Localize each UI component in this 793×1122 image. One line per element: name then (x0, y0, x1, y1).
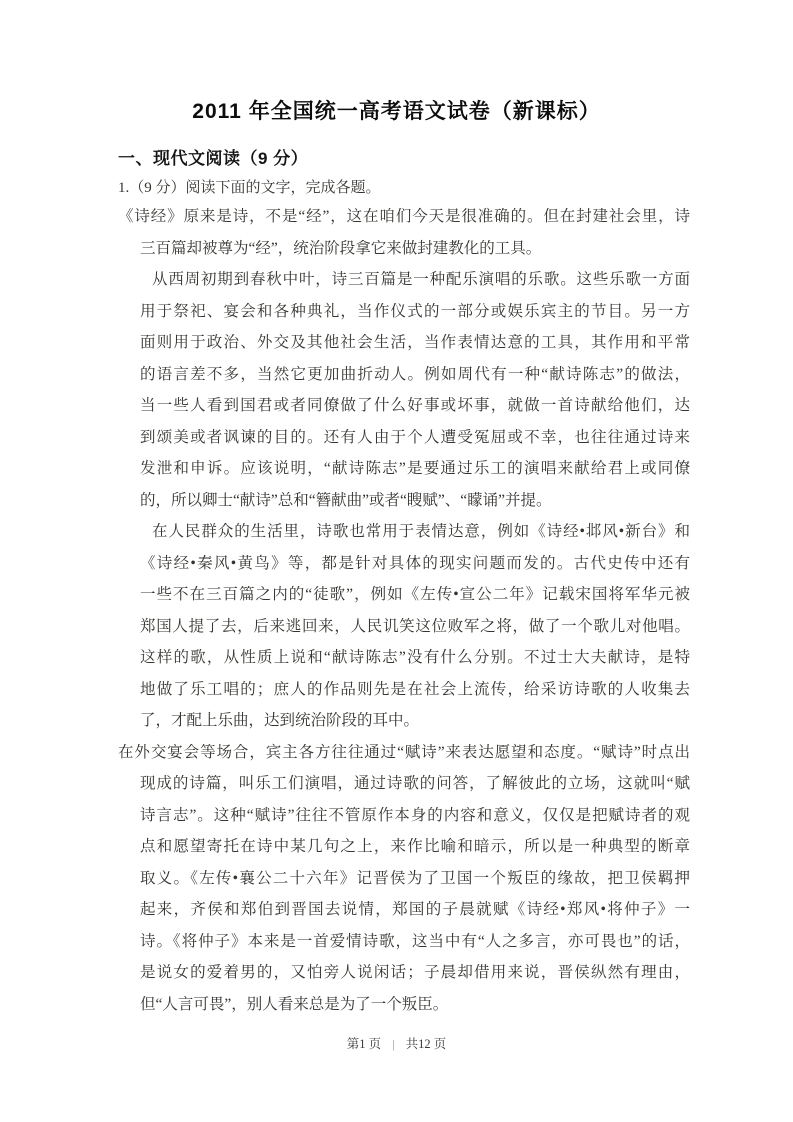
page-title: 2011 年全国统一高考语文试卷（新课标） (192, 100, 601, 123)
passage-line: 发泄和申诉。应该说明，“献诗陈志”是要通过乐工的演唱来献给君上或同僚 (140, 460, 690, 477)
page-number-total: 共12 页 (405, 1037, 447, 1051)
passage-line: 现成的诗篇，叫乐工们演唱，通过诗歌的问答，了解彼此的立场，这就叫“赋 (140, 775, 690, 792)
passage-line: 了，才配上乐曲，达到统治阶段的耳中。 (140, 712, 420, 729)
passage-line: 起来，齐侯和郑伯到晋国去说情，郑国的子晨就赋《诗经•郑风•将仲子》一 (140, 901, 690, 918)
passage-line: 在外交宴会等场合，宾主各方往往通过“赋诗”来表达愿望和态度。“赋诗”时点出 (118, 743, 690, 761)
passage-line: 从西周初期到春秋中叶，诗三百篇是一种配乐演唱的乐歌。这些乐歌一方面 (152, 271, 690, 288)
passage-line: 用于祭祀、宴会和各种典礼，当作仪式的一部分或娱乐宾主的节目。另一方 (140, 302, 690, 320)
passage-line: 的，所以卿士“献诗”总和“簪献曲”或者“瞍赋”、“矇诵”并提。 (140, 491, 552, 509)
passage-line: 《诗经》原来是诗，不是“经”，这在咱们今天是很准确的。但在封建社会里，诗 (118, 208, 690, 225)
passage-line: 在人民群众的生活里，诗歌也常用于表情达意，例如《诗经•邶风•新台》和 (152, 523, 690, 540)
passage-line: 面则用于政治、外交及其他社会生活，当作表情达意的工具，其作用和平常 (140, 334, 690, 351)
footer-separator: | (392, 1037, 395, 1051)
passage-line: 诗言志”。这种“赋诗”往往不管原作本身的内容和意义，仅仅是把赋诗者的观 (140, 806, 690, 824)
passage-line: 诗。《将仲子》本来是一首爱情诗歌，这当中有“人之多言，亦可畏也”的话， (140, 932, 690, 950)
page-footer (0, 1034, 793, 1052)
passage-line: 到颂美或者讽谏的目的。还有人由于个人遭受冤屈或不幸，也往往通过诗来 (140, 428, 690, 446)
passage-line: 但“人言可畏”，别人看来总是为了一个叛臣。 (140, 995, 449, 1013)
passage-line: 《诗经•秦风•黄鸟》等，都是针对具体的现实问题而发的。古代史传中还有 (140, 554, 690, 572)
page-number-current: 第1 页 (346, 1037, 382, 1051)
passage-line: 一些不在三百篇之内的“徒歌”，例如《左传•宣公二年》记载宋国将军华元被 (140, 586, 690, 603)
passage-line: 地做了乐工唱的；庶人的作品则先是在社会上流传，给采访诗歌的人收集去 (140, 680, 690, 698)
passage-line: 取义。《左传•襄公二十六年》记晋侯为了卫国一个叛臣的缘故，把卫侯羁押 (140, 869, 690, 887)
passage-line: 是说女的爱着男的，又怕旁人说闲话；子晨却借用来说，晋侯纵然有理由， (140, 964, 690, 981)
question-intro: 1.（9 分）阅读下面的文字，完成各题。 (118, 180, 381, 196)
passage-line: 点和愿望寄托在诗中某几句之上，来作比喻和暗示，所以是一种典型的断章 (140, 838, 690, 855)
passage-line: 郑国人提了去，后来逃回来，人民讥笑这位败军之将，做了一个歌儿对他唱。 (140, 617, 690, 635)
passage-line: 这样的歌，从性质上说和“献诗陈志”没有什么分别。不过士大夫献诗，是特 (140, 649, 690, 666)
passage-line: 当一些人看到国君或者同僚做了什么好事或坏事，就做一首诗献给他们，达 (140, 397, 690, 414)
reading-passage (118, 201, 690, 1020)
passage-line: 的语言差不多，当然它更加曲折动人。例如周代有一种“献诗陈志”的做法， (140, 365, 690, 383)
section-heading: 一、现代文阅读（9 分） (118, 149, 309, 168)
passage-line: 三百篇却被尊为“经”，统治阶段拿它来做封建教化的工具。 (140, 239, 542, 257)
